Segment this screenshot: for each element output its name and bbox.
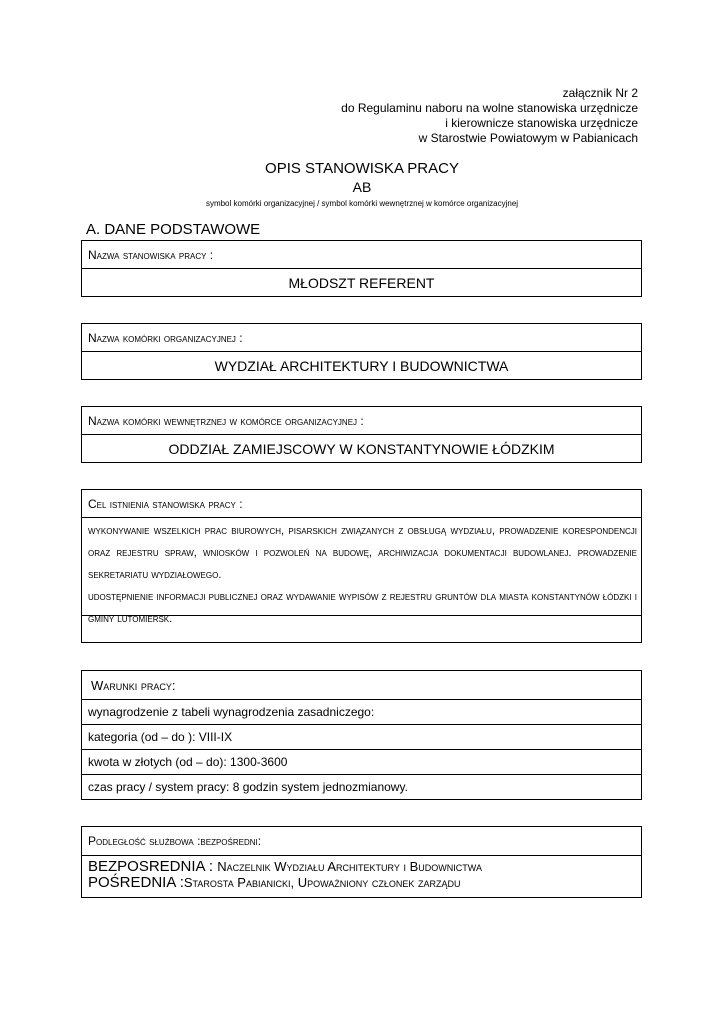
document-title: OPIS STANOWISKA PRACY <box>265 160 459 177</box>
annex-note <box>341 86 638 146</box>
symbol-caption: symbol komórki organizacyjnej / symbol komórki wewnętrznej w komórce organizacyjnej <box>205 199 519 208</box>
salary-table-text: wynagrodzenie z tabeli wynagrodzenia zasadniczego: <box>88 705 375 719</box>
amount-row <box>82 749 641 774</box>
internal-unit-value: ODDZIAŁ ZAMIEJSCOWY W KONSTANTYNOWIE ŁÓDZKIM <box>168 440 555 457</box>
org-unit-value: WYDZIAŁ ARCHITEKTURY I BUDOWNICTWA <box>214 357 509 374</box>
conditions-label-row <box>82 671 641 699</box>
direct-superior-value: Naczelnik Wydziału Architektury i Budownictwa <box>217 859 482 874</box>
annex-line-1: załącznik Nr 2 <box>562 86 638 100</box>
purpose-box <box>81 489 642 643</box>
purpose-description <box>82 518 641 630</box>
purpose-label: Cel istnienia stanowiska pracy : <box>88 496 243 511</box>
org-unit-label-row <box>82 324 641 351</box>
position-name-value: MŁODSZT REFERENT <box>288 274 435 291</box>
purpose-paragraph-2: udostępnienie informacji publicznej oraz wydawanie wypisów z rejestru gruntów dla miasta konstantynów łódzki i gminy lutomiersk. <box>88 591 637 625</box>
direct-superior-line <box>82 856 641 875</box>
purpose-label-row <box>82 490 641 517</box>
internal-unit-value-row <box>82 434 641 462</box>
document-header <box>0 160 724 210</box>
annex-line-3: i kierownicze stanowiska urzędnicze <box>445 116 638 130</box>
position-name-value-row <box>82 268 641 296</box>
unit-code: AB <box>352 179 372 195</box>
purpose-description-row <box>82 517 641 625</box>
subordination-box <box>81 826 642 898</box>
indirect-superior-value: Starosta Pabianicki, Upoważniony członek zarządu <box>183 875 461 890</box>
category-row <box>82 724 641 749</box>
position-name-box <box>81 240 642 297</box>
position-name-label: Nazwa stanowiska pracy : <box>88 247 214 262</box>
work-time-row <box>82 774 641 799</box>
org-unit-label: Nazwa komórki organizacyjnej : <box>88 330 243 345</box>
work-time-text: czas pracy / system pracy: 8 godzin system jednozmianowy. <box>88 780 408 794</box>
position-name-label-row <box>82 241 641 268</box>
subordination-details-row <box>82 855 641 897</box>
conditions-label: Warunki pracy: <box>91 677 176 693</box>
section-a-heading: A. DANE PODSTAWOWE <box>86 221 261 238</box>
subordination-label: Podległość służbowa :bezpośredni: <box>88 834 262 848</box>
org-unit-value-row <box>82 351 641 379</box>
category-text: kategoria (od – do ): VIII-IX <box>88 730 233 744</box>
internal-unit-label: Nazwa komórki wewnętrznej w komórce organizacyjnej : <box>88 413 364 428</box>
amount-text: kwota w złotych (od – do): 1300-3600 <box>88 755 288 769</box>
annex-line-4: w Starostwie Powiatowym w Pabianicach <box>418 131 638 145</box>
conditions-box <box>81 670 642 800</box>
org-unit-box <box>81 323 642 380</box>
purpose-paragraph-1: wykonywanie wszelkich prac biurowych, pisarskich związanych z obsługą wydziału, prowadzenie korespondencji oraz rejestru spraw, wniosków i pozwoleń na budowę, archiwizacja dokumentacji budowlanej. prowadzenie sekretariatu wydziałowego. <box>88 525 637 581</box>
annex-line-2: do Regulaminu naboru na wolne stanowiska urzędnicze <box>341 101 638 115</box>
indirect-superior-prefix: POŚREDNIA : <box>88 874 184 891</box>
internal-unit-label-row <box>82 407 641 434</box>
indirect-superior-line <box>82 875 641 891</box>
salary-table-row <box>82 699 641 724</box>
internal-unit-box <box>81 406 642 463</box>
direct-superior-prefix: BEZPOSREDNIA : <box>88 858 218 875</box>
subordination-label-row <box>82 827 641 855</box>
